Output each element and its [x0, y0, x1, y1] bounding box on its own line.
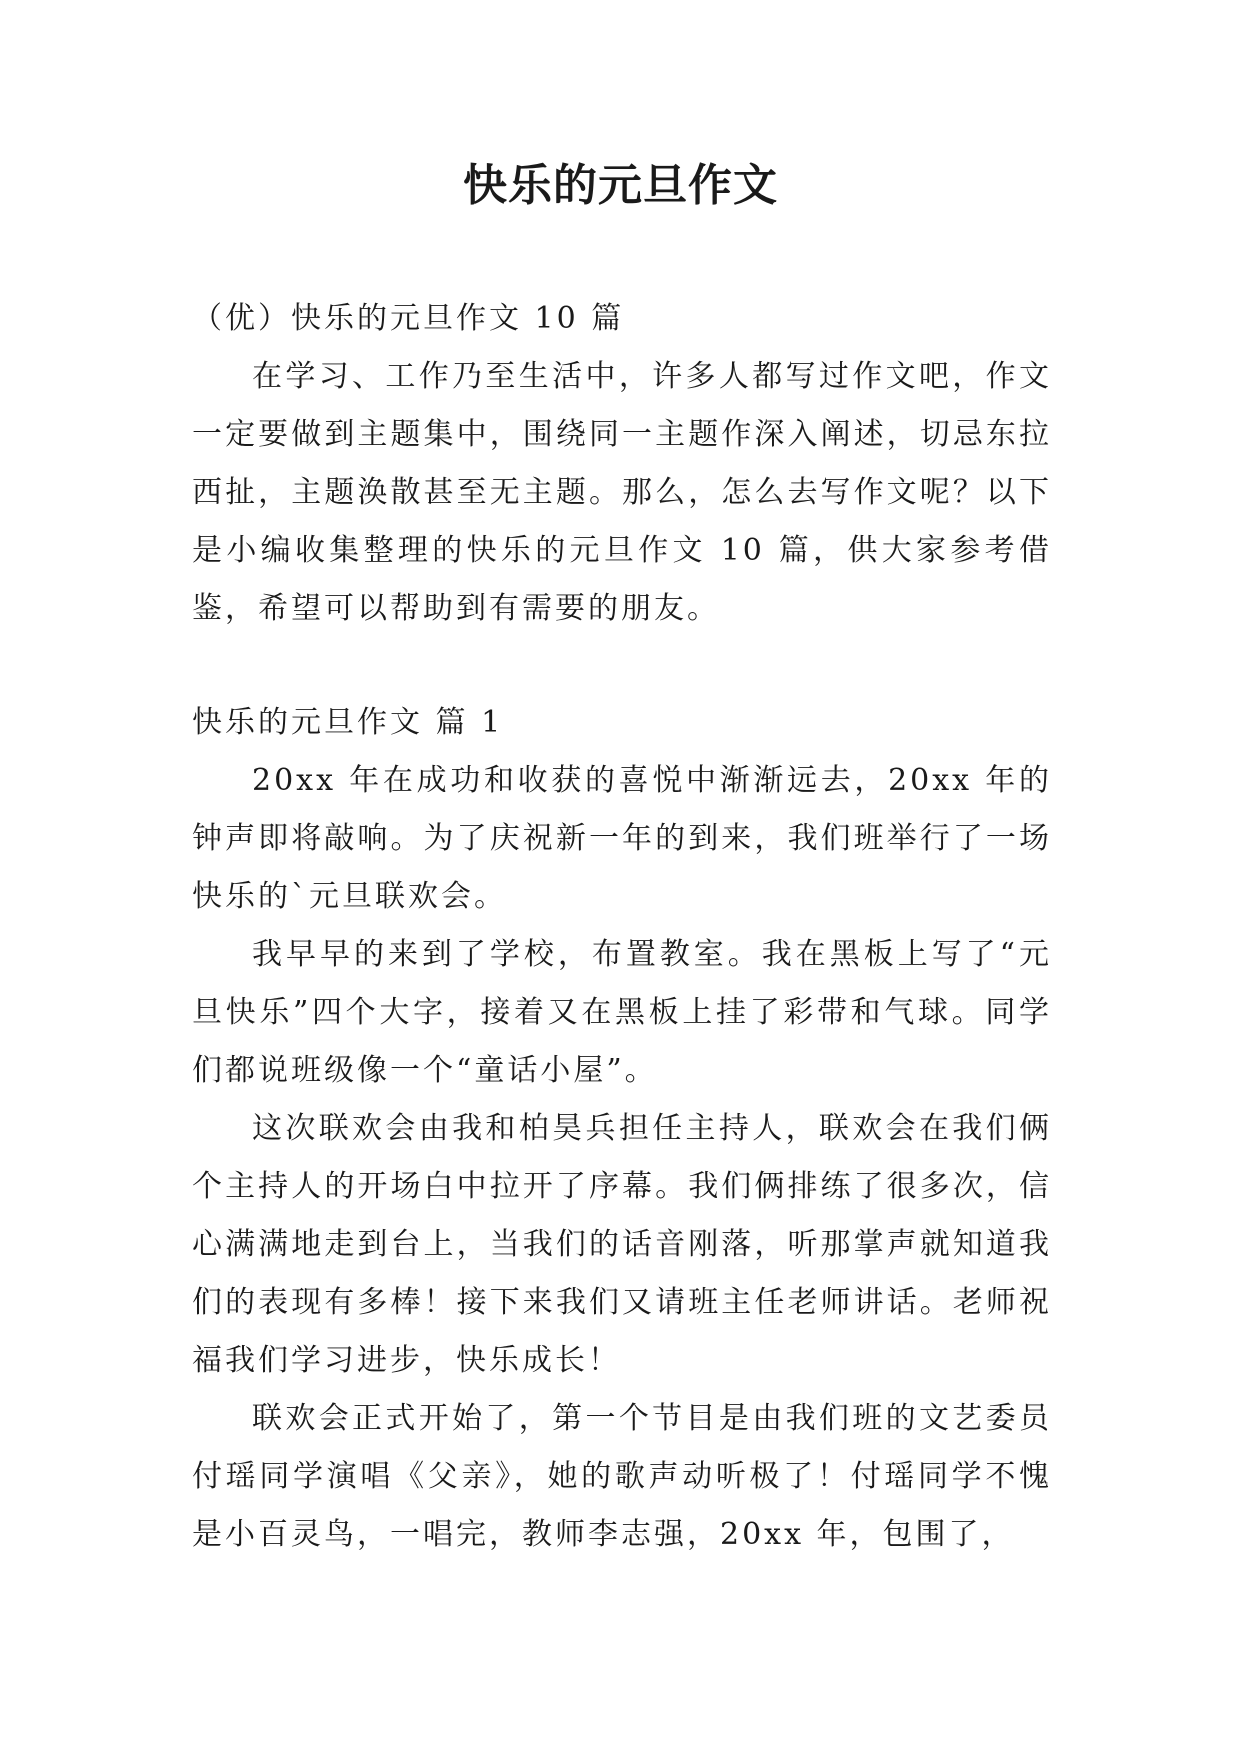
body-paragraph: 联欢会正式开始了，第一个节目是由我们班的文艺委员付瑶同学演唱《父亲》，她的歌声动听极了！付瑶同学不愧是小百灵鸟，一唱完，教师李志强，20xx 年，包围了， — [192, 1401, 1052, 1552]
intro-paragraph: 在学习、工作乃至生活中，许多人都写过作文吧，作文一定要做到主题集中，围绕同一主题作深入阐述，切忌东拉西扯，主题涣散甚至无主题。那么，怎么去写作文呢？以下是小编收集整理的快乐的元旦作文 10 篇，供大家参考借鉴，希望可以帮助到有需要的朋友。 — [192, 359, 1052, 626]
body-paragraph: 这次联欢会由我和柏昊兵担任主持人，联欢会在我们俩个主持人的开场白中拉开了序幕。我们俩排练了很多次，信心满满地走到台上，当我们的话音刚落，听那掌声就知道我们的表现有多棒！接下来我们又请班主任老师讲话。老师祝福我们学习进步，快乐成长！ — [192, 1111, 1052, 1378]
document-body — [192, 290, 1052, 1564]
body-paragraph: 我早早的来到了学校，布置教室。我在黑板上写了“元旦快乐”四个大字，接着又在黑板上挂了彩带和气球。同学们都说班级像一个“童话小屋”。 — [192, 937, 1052, 1088]
body-paragraph: 20xx 年在成功和收获的喜悦中渐渐远去，20xx 年的钟声即将敲响。为了庆祝新一年的到来，我们班举行了一场快乐的`元旦联欢会。 — [192, 763, 1052, 914]
document-subtitle: （优）快乐的元旦作文 10 篇 — [192, 301, 625, 336]
section-heading: 快乐的元旦作文 篇 1 — [192, 705, 504, 740]
document-title: 快乐的元旦作文 — [463, 160, 778, 211]
